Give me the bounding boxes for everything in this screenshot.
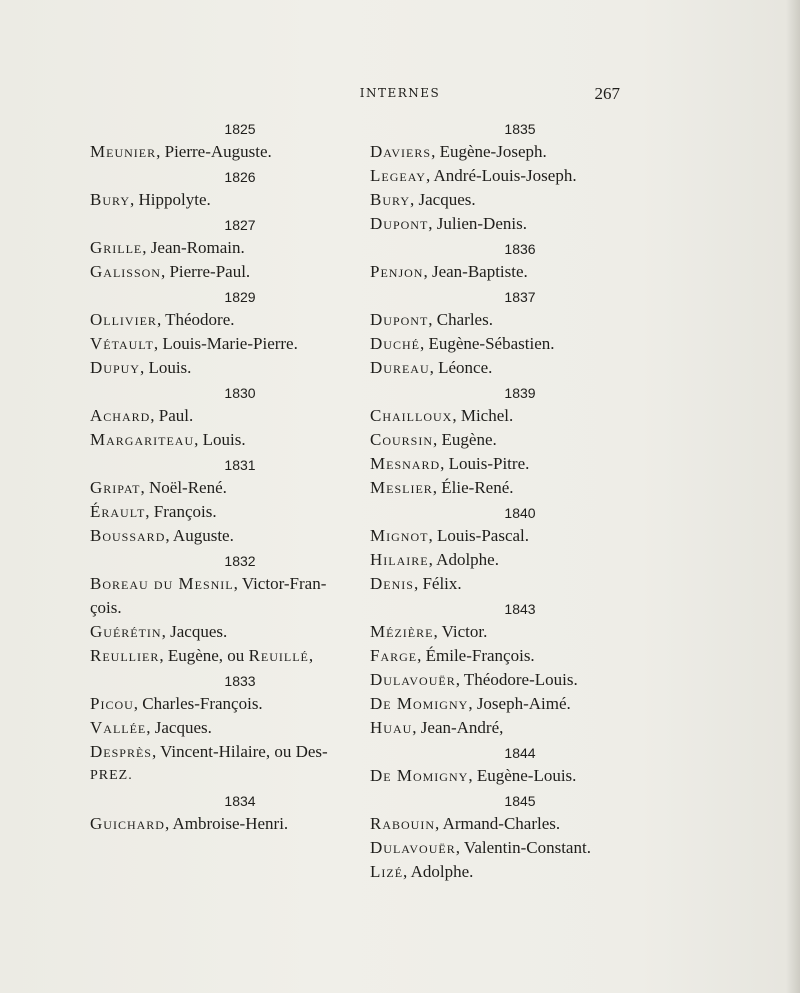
intern-surname: Duché — [370, 334, 420, 353]
intern-entry — [90, 572, 390, 596]
intern-given-names: , Charles. — [428, 310, 493, 329]
intern-entry — [370, 428, 670, 452]
intern-surname: Mesnard — [370, 454, 441, 473]
intern-surname: Galisson — [90, 262, 161, 281]
intern-entry — [370, 716, 670, 740]
intern-surname: Guichard — [90, 814, 165, 833]
intern-given-names: , Julien-Denis. — [428, 214, 527, 233]
page-number: 267 — [594, 84, 620, 103]
intern-given-names: , Auguste. — [165, 526, 234, 545]
intern-surname: Mézière — [370, 622, 434, 641]
left-column — [90, 116, 390, 836]
intern-entry — [370, 692, 670, 716]
intern-given-names: , Eugène. — [433, 430, 497, 449]
intern-punctuation: , — [308, 646, 314, 665]
year-heading: 1843 — [504, 601, 536, 617]
intern-given-names: , Louis. — [139, 358, 192, 377]
year-heading: 1833 — [224, 673, 256, 689]
intern-entry — [370, 140, 670, 164]
intern-surname: Boreau du Mesnil — [90, 574, 234, 593]
intern-surname: Dulavouër — [370, 670, 456, 689]
intern-entry — [370, 188, 670, 212]
intern-surname: Vallée — [90, 718, 147, 737]
intern-entry — [370, 356, 670, 380]
intern-given-names: , Ambroise-Henri. — [164, 814, 289, 833]
intern-surname: Hilaire — [370, 550, 429, 569]
intern-entry — [370, 548, 670, 572]
intern-entry — [370, 836, 670, 860]
intern-entry — [90, 524, 390, 548]
intern-given-names: , Eugène, ou — [159, 646, 249, 665]
intern-given-names: , Jean-André, — [412, 718, 504, 737]
intern-given-names: , Pierre-Paul. — [160, 262, 251, 281]
intern-given-names: , Charles-François. — [133, 694, 263, 713]
intern-surname: Reullier — [90, 646, 160, 665]
intern-surname: Dureau — [370, 358, 430, 377]
intern-entry — [370, 404, 670, 428]
page-edge-shadow — [786, 0, 800, 993]
intern-entry — [370, 260, 670, 284]
intern-given-names: , Adolphe. — [428, 550, 499, 569]
intern-entry — [370, 332, 670, 356]
intern-surname: Meslier — [370, 478, 433, 497]
intern-surname: Daviers — [370, 142, 432, 161]
intern-surname: Vétault — [90, 334, 154, 353]
intern-given-names: , François. — [145, 502, 217, 521]
intern-surname: Legeay — [370, 166, 426, 185]
intern-entry — [370, 452, 670, 476]
year-heading: 1831 — [224, 457, 256, 473]
intern-surname: Bury — [90, 190, 131, 209]
intern-given-names: , Adolphe. — [403, 862, 474, 881]
intern-given-names: , Noël-René. — [140, 478, 227, 497]
intern-entry — [370, 620, 670, 644]
intern-given-names: , Louis. — [194, 430, 246, 449]
year-heading: 1827 — [224, 217, 256, 233]
intern-given-names: , Jacques. — [146, 718, 212, 737]
intern-given-names: , Armand-Charles. — [435, 814, 561, 833]
intern-given-names: , André-Louis-Joseph. — [425, 166, 577, 185]
intern-surname: Huau — [370, 718, 413, 737]
intern-given-names: , Louis-Pascal. — [428, 526, 530, 545]
intern-surname: Grille — [90, 238, 143, 257]
intern-surname: Margariteau — [90, 430, 195, 449]
running-title: INTERNES — [359, 86, 441, 100]
intern-surname: Ollivier — [90, 310, 157, 329]
intern-entry — [90, 644, 390, 668]
intern-entry — [370, 644, 670, 668]
intern-surname: Dupuy — [90, 358, 140, 377]
intern-surname: Guérétin — [90, 622, 162, 641]
intern-given-names: , Victor-Fran- — [233, 574, 327, 593]
intern-surname: Boussard — [90, 526, 166, 545]
intern-entry — [90, 620, 390, 644]
intern-given-names: , Louis-Pitre. — [440, 454, 530, 473]
intern-surname: Dulavouër — [370, 838, 456, 857]
year-heading: 1825 — [224, 121, 256, 137]
year-heading: 1826 — [224, 169, 256, 185]
year-heading: 1837 — [504, 289, 536, 305]
intern-surname: Denis — [370, 574, 414, 593]
intern-surname: Gripat — [90, 478, 141, 497]
intern-given-names: , Vincent-Hilaire, ou Des- — [151, 742, 328, 761]
intern-entry — [90, 404, 390, 428]
year-heading: 1835 — [504, 121, 536, 137]
year-heading: 1834 — [224, 793, 256, 809]
intern-given-names: , Michel. — [452, 406, 514, 425]
intern-surname: Rabouin — [370, 814, 436, 833]
intern-entry — [370, 212, 670, 236]
intern-entry — [90, 140, 390, 164]
right-column — [370, 116, 670, 884]
intern-entry — [370, 308, 670, 332]
intern-entry — [90, 332, 390, 356]
intern-surname: Érault — [90, 502, 146, 521]
year-heading: 1839 — [504, 385, 536, 401]
intern-entry — [370, 476, 670, 500]
intern-given-names: , Joseph-Aimé. — [468, 694, 571, 713]
intern-given-names: , Émile-François. — [417, 646, 535, 665]
intern-given-names: , Félix. — [413, 574, 462, 593]
intern-entry — [90, 428, 390, 452]
intern-given-names: , Élie-René. — [432, 478, 514, 497]
intern-given-names: , Léonce. — [429, 358, 493, 377]
intern-given-names: , Eugène-Louis. — [468, 766, 577, 785]
intern-surname: Coursin — [370, 430, 434, 449]
year-heading: 1844 — [504, 745, 536, 761]
year-heading: 1840 — [504, 505, 536, 521]
intern-entry — [90, 500, 390, 524]
year-heading: 1832 — [224, 553, 256, 569]
intern-entry — [370, 764, 670, 788]
intern-surname: Achard — [90, 406, 151, 425]
intern-entry — [370, 524, 670, 548]
intern-given-names: , Jacques. — [410, 190, 476, 209]
intern-entry — [90, 476, 390, 500]
intern-given-names: , Victor. — [433, 622, 488, 641]
intern-given-names: , Valentin-Constant. — [455, 838, 591, 857]
intern-surname: Picou — [90, 694, 134, 713]
intern-given-names: , Théodore. — [156, 310, 235, 329]
intern-entry — [90, 356, 390, 380]
year-heading: 1845 — [504, 793, 536, 809]
intern-entry — [90, 692, 390, 716]
intern-surname: Desprès — [90, 742, 152, 761]
intern-surname: Meunier — [90, 142, 157, 161]
intern-surname: Lizé — [370, 862, 404, 881]
intern-surname: Mignot — [370, 526, 429, 545]
intern-given-names: , Pierre-Auguste. — [156, 142, 272, 161]
entry-continuation: PREZ. — [90, 768, 133, 783]
intern-surname: Farge — [370, 646, 418, 665]
intern-entry — [90, 308, 390, 332]
intern-surname-variant: Reuillé — [248, 646, 309, 665]
intern-entry — [90, 260, 390, 284]
intern-given-names: , Louis-Marie-Pierre. — [153, 334, 298, 353]
intern-surname: Dupont — [370, 214, 429, 233]
intern-surname: Bury — [370, 190, 411, 209]
intern-given-names: , Eugène-Sébastien. — [419, 334, 555, 353]
intern-given-names: , Jean-Baptiste. — [423, 262, 528, 281]
intern-entry — [370, 812, 670, 836]
intern-given-names: , Théodore-Louis. — [455, 670, 578, 689]
intern-given-names: , Paul. — [150, 406, 194, 425]
intern-entry — [370, 164, 670, 188]
intern-given-names: , Eugène-Joseph. — [431, 142, 547, 161]
year-heading: 1830 — [224, 385, 256, 401]
intern-surname: Penjon — [370, 262, 424, 281]
year-heading: 1836 — [504, 241, 536, 257]
intern-surname: Chailloux — [370, 406, 453, 425]
intern-given-names: , Hippolyte. — [130, 190, 211, 209]
intern-entry — [370, 572, 670, 596]
entry-continuation: çois. — [90, 598, 122, 617]
year-heading: 1829 — [224, 289, 256, 305]
intern-entry — [90, 740, 390, 764]
intern-entry — [370, 860, 670, 884]
intern-given-names: , Jean-Romain. — [142, 238, 245, 257]
intern-entry — [90, 236, 390, 260]
intern-given-names: , Jacques. — [161, 622, 228, 641]
intern-entry — [90, 716, 390, 740]
intern-surname: Dupont — [370, 310, 429, 329]
intern-entry — [90, 188, 390, 212]
intern-surname: De Momigny — [370, 766, 469, 785]
intern-surname: De Momigny — [370, 694, 469, 713]
intern-entry — [370, 668, 670, 692]
intern-entry — [90, 812, 390, 836]
